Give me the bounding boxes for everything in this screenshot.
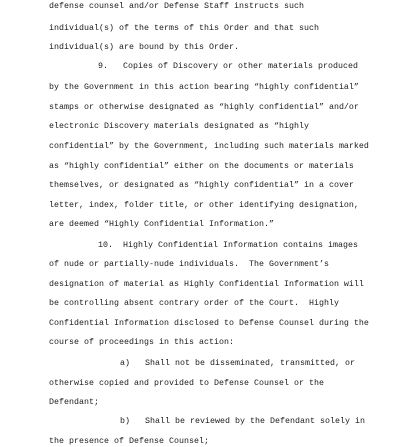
text-line: a) Shall not be disseminated, transmitted, or — [120, 359, 355, 368]
text-line: confidential” by the Government, including such materials marked — [49, 141, 369, 151]
text-line: be controlling absent contrary order of the Court. Highly — [49, 299, 339, 308]
text-line: designation of material as Highly Confidential Information will — [49, 280, 364, 289]
text-line: Defendant; — [49, 398, 99, 408]
text-line: individual(s) are bound by this Order. — [49, 42, 239, 52]
text-line: 10. Highly Confidential Information contains images — [98, 241, 358, 250]
text-line: course of proceedings in this action: — [49, 338, 234, 348]
text-line: defense counsel and/or Defense Staff instructs such — [49, 1, 304, 11]
text-line: by the Government in this action bearing “highly confidential” — [49, 82, 359, 92]
text-line: Confidential Information disclosed to Defense Counsel during the — [49, 319, 369, 328]
text-line: letter, index, folder title, or other identifying designation, — [49, 201, 359, 210]
text-line: 9. Copies of Discovery or other materials produced — [98, 61, 358, 71]
text-line: stamps or otherwise designated as “highly confidential” and/or — [49, 102, 359, 112]
text-line: individual(s) of the terms of this Order and that such — [49, 23, 319, 33]
text-line: the presence of Defense Counsel; — [49, 437, 209, 447]
text-line: as “highly confidential” either on the documents or materials — [49, 161, 354, 171]
text-line: themselves, or designated as “highly confidential” in a cover — [49, 181, 354, 190]
text-line: otherwise copied and provided to Defense Counsel or the — [49, 379, 324, 388]
text-line: electronic Discovery materials designated as “highly — [49, 121, 309, 131]
text-line: are deemed “Highly Confidential Information.” — [49, 220, 274, 229]
text-line: of nude or partially-nude individuals. The Government’s — [49, 260, 329, 269]
text-line: b) Shall be reviewed by the Defendant solely in — [120, 417, 365, 427]
